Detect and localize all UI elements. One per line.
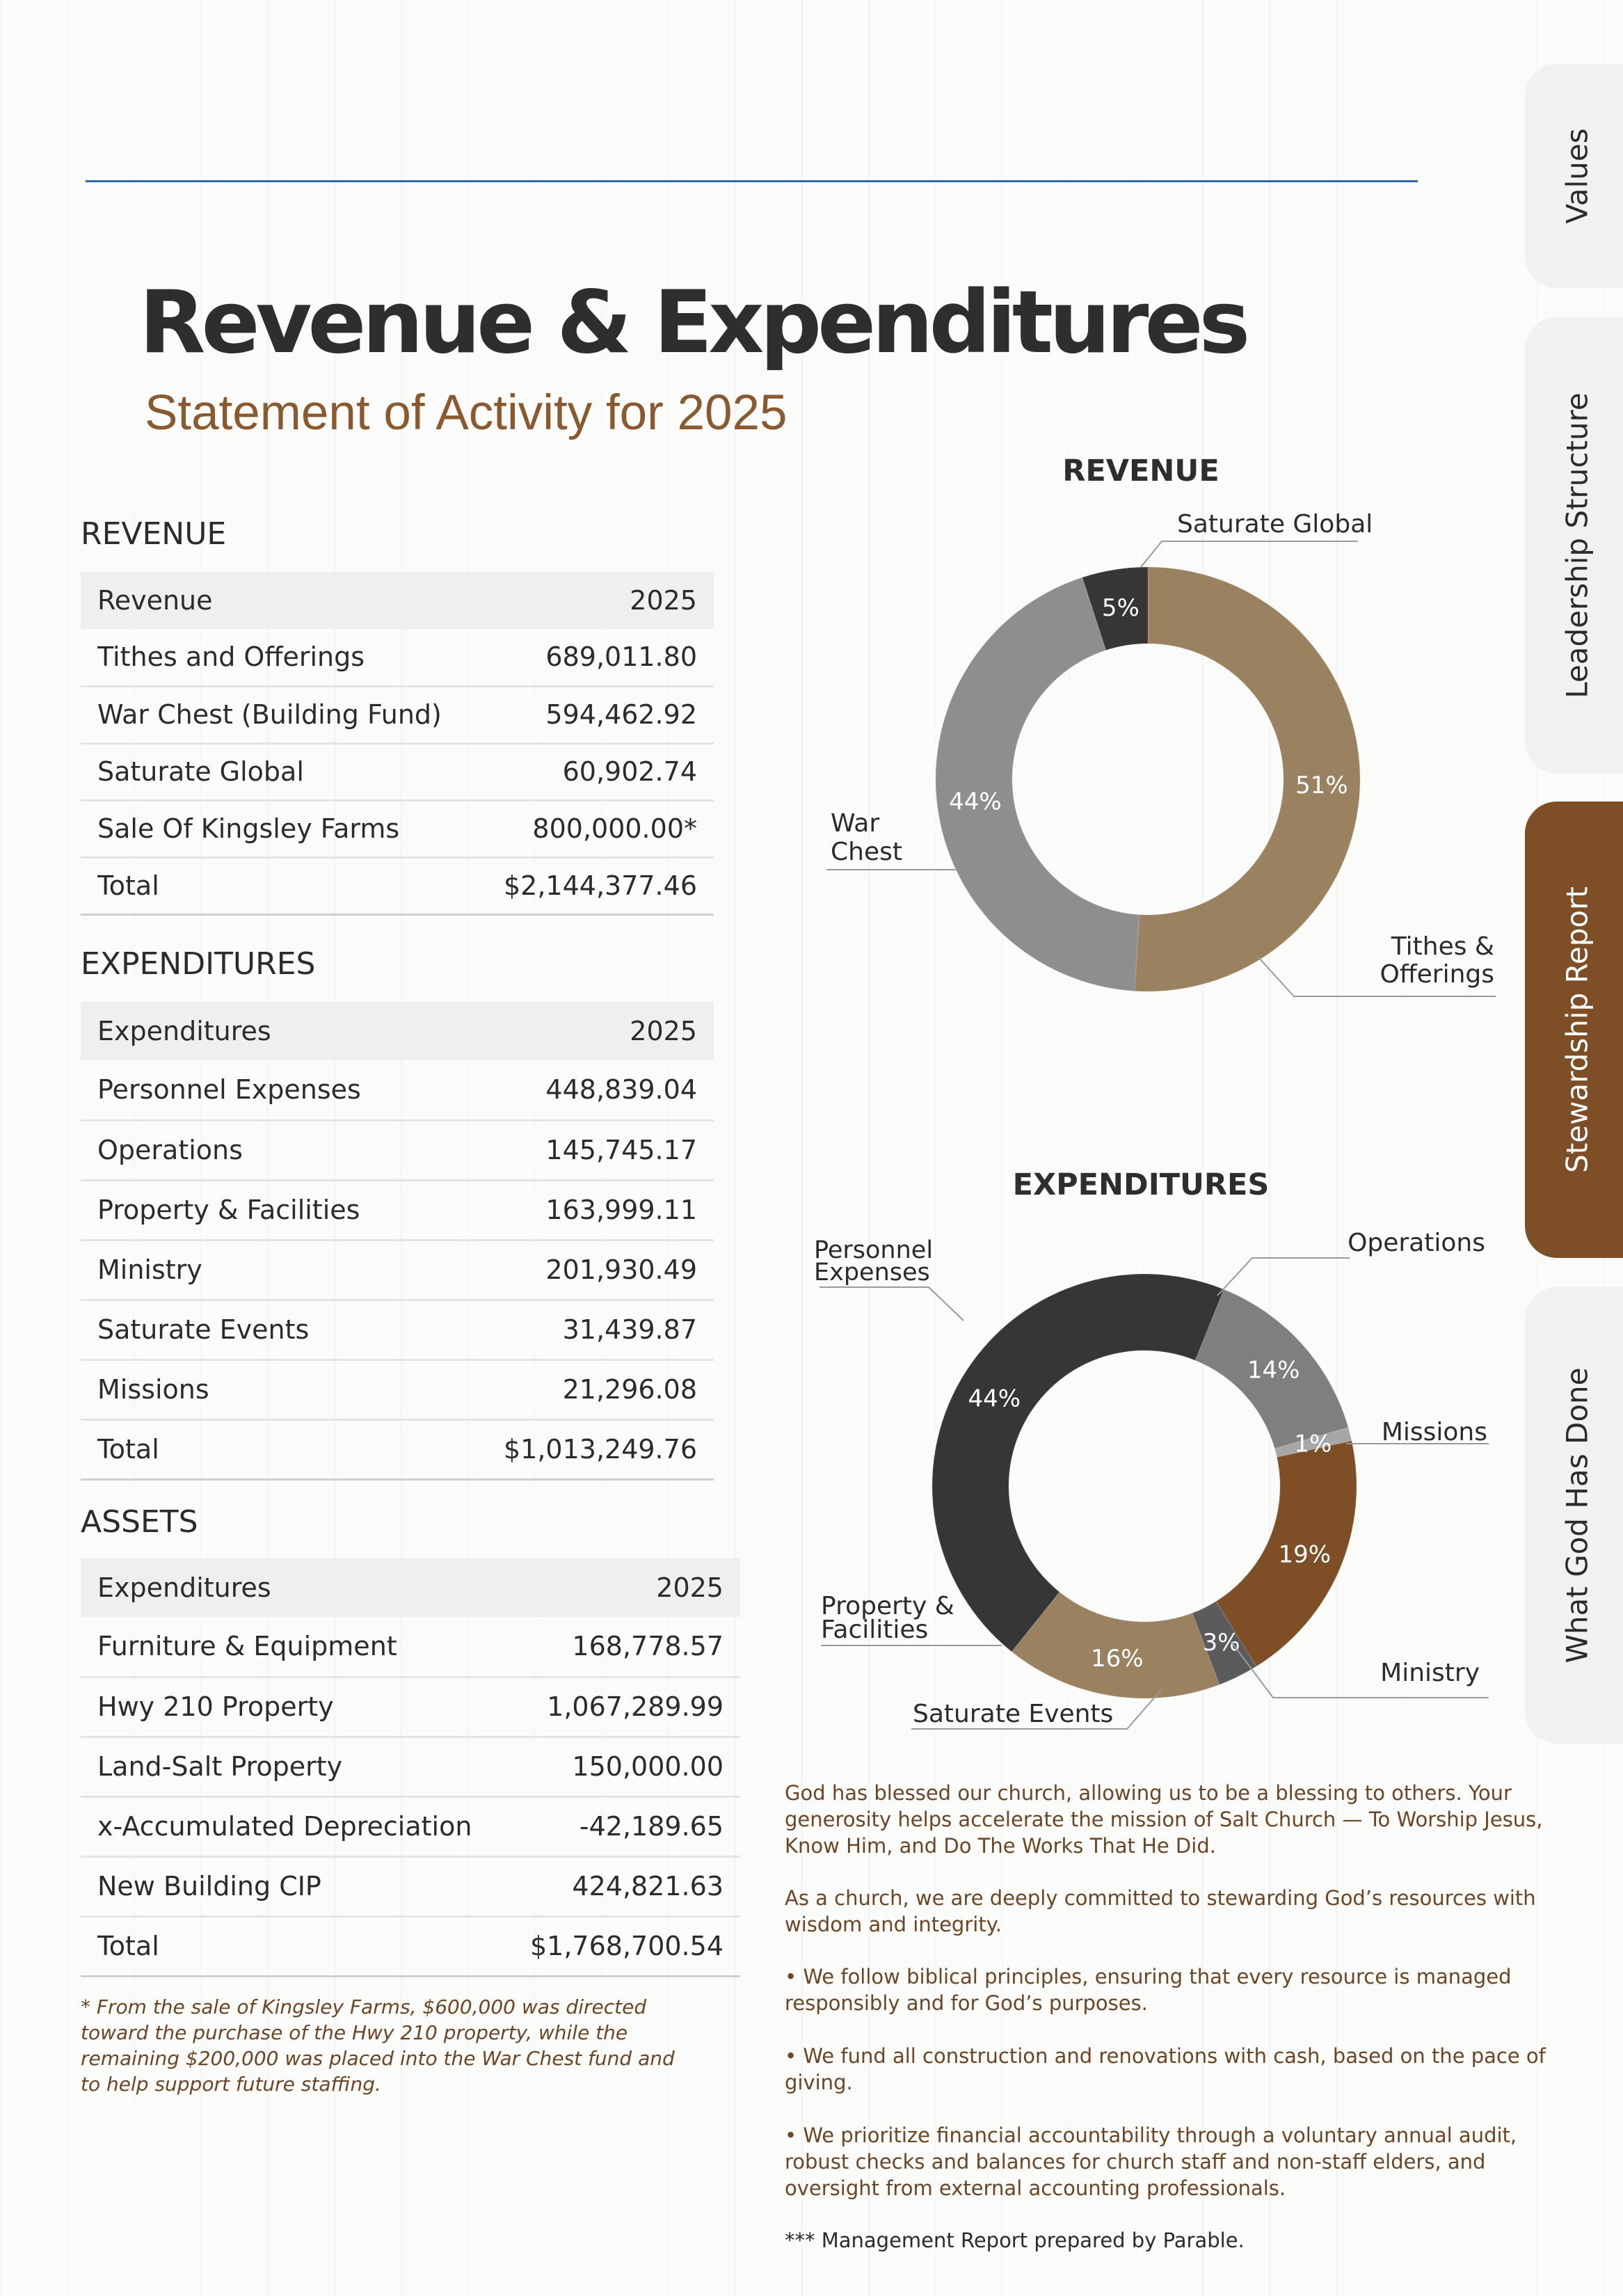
- leader-line-operations-tick: [1217, 1258, 1252, 1296]
- callout-tithes-line1: Tithes &: [1391, 932, 1494, 961]
- table-header-label: Revenue: [81, 572, 477, 629]
- total-value: $1,768,700.54: [504, 1916, 740, 1976]
- management-report-note: *** Management Report prepared by Parable.: [785, 2229, 1245, 2252]
- total-label: Total: [81, 857, 477, 914]
- slice-label-personnel-expenses: 44%: [968, 1385, 1021, 1413]
- row-value: 594,462.92: [477, 686, 714, 743]
- callout-operations: Operations: [1348, 1229, 1485, 1257]
- table-header-year: 2025: [440, 1002, 714, 1060]
- row-label: Tithes and Offerings: [81, 629, 477, 686]
- callout-personnel-line2: Expenses: [814, 1259, 930, 1286]
- table-header-label: Expenditures: [81, 1002, 440, 1060]
- revenue-section-title: REVENUE: [81, 516, 227, 552]
- callout-war-chest-line1: War: [831, 809, 880, 838]
- assets-section-title: ASSETS: [81, 1504, 198, 1540]
- row-value: 21,296.08: [440, 1360, 714, 1419]
- total-value: $1,013,249.76: [440, 1419, 714, 1479]
- expenditures-table: [81, 1002, 714, 1481]
- table-row: [81, 629, 714, 686]
- leader-line-personnel: [820, 1287, 964, 1321]
- row-value: 145,745.17: [440, 1120, 714, 1180]
- total-value: $2,144,377.46: [477, 857, 714, 914]
- bullet-cash: • We fund all construction and renovations with cash, based on the pace of giving.: [785, 2044, 1546, 2094]
- slice-label-property-facilities: 16%: [1091, 1644, 1144, 1673]
- table-row: [81, 1180, 714, 1240]
- row-label: Saturate Global: [81, 743, 477, 800]
- row-value: 163,999.11: [440, 1180, 714, 1240]
- leader-line-saturate-global: [1141, 541, 1358, 567]
- table-row: [81, 1617, 740, 1677]
- callout-missions: Missions: [1381, 1418, 1487, 1446]
- row-label: Personnel Expenses: [81, 1060, 440, 1120]
- revenue-chart-title: REVENUE: [1062, 454, 1220, 488]
- expenditures-section-title: EXPENDITURES: [81, 946, 316, 982]
- callout-ministry: Ministry: [1380, 1659, 1480, 1687]
- table-row: [81, 743, 714, 800]
- row-value: 424,821.63: [504, 1856, 740, 1916]
- callout-saturate-events: Saturate Events: [913, 1700, 1114, 1728]
- assets-table: [81, 1558, 740, 1977]
- table-header-row: [81, 572, 714, 629]
- tab-leadership-label: Leadership Structure: [1560, 392, 1594, 699]
- paragraph-blessing: God has blessed our church, allowing us to be a blessing to others. Your generosity helps accelerate the mission of Salt Church — To Worship Jesus, Know Him, and Do The Works That He Did.: [785, 1781, 1543, 1858]
- page-subtitle: Statement of Activity for 2025: [145, 385, 787, 440]
- row-label: x-Accumulated Depreciation: [81, 1796, 504, 1856]
- revenue-table: [81, 572, 714, 916]
- table-row: [81, 686, 714, 743]
- tab-values-label: Values: [1560, 128, 1594, 224]
- table-header-row: [81, 1558, 740, 1617]
- slice-label-war-chest: 44%: [949, 788, 1002, 816]
- table-total-row: [81, 1419, 714, 1479]
- tab-stewardship-report[interactable]: [1525, 802, 1623, 1258]
- slice-personnel-expenses: [932, 1274, 1224, 1652]
- row-value: 689,011.80: [477, 629, 714, 686]
- row-value: 60,902.74: [477, 743, 714, 800]
- total-label: Total: [81, 1419, 440, 1479]
- callout-personnel-line1: Personnel: [814, 1236, 934, 1264]
- slice-label-saturate-global: 5%: [1101, 594, 1140, 623]
- row-label: Missions: [81, 1360, 440, 1419]
- bullet-accountability: • We prioritize financial accountability through a voluntary annual audit, robust checks and balances for church staff and non-staff elders, and oversight from external accounting professionals.: [785, 2123, 1517, 2200]
- slice-label-operations: 14%: [1247, 1356, 1300, 1385]
- slice-label-missions: 1%: [1294, 1430, 1332, 1458]
- row-label: Hwy 210 Property: [81, 1677, 504, 1737]
- row-value: 150,000.00: [504, 1737, 740, 1796]
- row-value: 168,778.57: [504, 1617, 740, 1677]
- row-value: 201,930.49: [440, 1240, 714, 1300]
- tab-values[interactable]: [1525, 64, 1623, 288]
- row-label: Operations: [81, 1120, 440, 1180]
- table-row: [81, 800, 714, 857]
- row-label: Furniture & Equipment: [81, 1617, 504, 1677]
- callout-war-chest-line2: Chest: [831, 838, 902, 866]
- slice-label-tithes-offerings: 51%: [1295, 771, 1348, 799]
- row-label: Land-Salt Property: [81, 1737, 504, 1796]
- table-header-label: Expenditures: [81, 1558, 504, 1617]
- expenditures-chart-title: EXPENDITURES: [1012, 1167, 1270, 1202]
- row-value: 448,839.04: [440, 1060, 714, 1120]
- row-label: Saturate Events: [81, 1300, 440, 1360]
- total-label: Total: [81, 1916, 504, 1976]
- tab-stewardship-label: Stewardship Report: [1560, 886, 1594, 1173]
- tab-what-god-label: What God Has Done: [1560, 1367, 1594, 1664]
- table-row: [81, 1856, 740, 1916]
- row-label: New Building CIP: [81, 1856, 504, 1916]
- table-row: [81, 1120, 714, 1180]
- table-total-row: [81, 1916, 740, 1976]
- expenditures-donut-chart: [793, 1211, 1530, 1753]
- bullet-biblical: • We follow biblical principles, ensuring that every resource is managed responsibly and for God’s purposes.: [785, 1965, 1512, 2015]
- callout-property-line2: Facilities: [821, 1616, 929, 1644]
- table-row: [81, 1060, 714, 1120]
- table-row: [81, 1796, 740, 1856]
- row-label: Ministry: [81, 1240, 440, 1300]
- row-value: -42,189.65: [504, 1796, 740, 1856]
- callout-property-line1: Property &: [821, 1592, 954, 1620]
- row-label: War Chest (Building Fund): [81, 686, 477, 743]
- paragraph-commitment: As a church, we are deeply committed to stewarding God’s resources with wisdom and integrity.: [785, 1886, 1536, 1936]
- slice-label-saturate-events: 3%: [1202, 1629, 1240, 1657]
- callout-tithes-line2: Offerings: [1380, 960, 1494, 989]
- page-title: Revenue & Expenditures: [139, 273, 1247, 373]
- slice-label-ministry: 19%: [1278, 1540, 1332, 1569]
- footnote: * From the sale of Kingsley Farms, $600,000 was directed toward the purchase of the Hwy 210 property, while the remaining $200,000 was placed into the War Chest fund and to help support future staffing.: [81, 1995, 675, 2096]
- row-value: 31,439.87: [440, 1300, 714, 1360]
- row-label: Property & Facilities: [81, 1180, 440, 1240]
- table-row: [81, 1240, 714, 1300]
- tab-leadership-structure[interactable]: [1525, 317, 1623, 774]
- table-row: [81, 1677, 740, 1737]
- table-row: [81, 1300, 714, 1360]
- revenue-donut-chart: [793, 501, 1530, 1016]
- table-row: [81, 1737, 740, 1796]
- row-label: Sale Of Kingsley Farms: [81, 800, 477, 857]
- table-total-row: [81, 857, 714, 914]
- table-header-row: [81, 1002, 714, 1060]
- table-header-year: 2025: [504, 1558, 740, 1617]
- header-rule: [86, 180, 1418, 182]
- callout-saturate-global: Saturate Global: [1177, 510, 1373, 539]
- table-row: [81, 1360, 714, 1419]
- row-value: 800,000.00*: [477, 800, 714, 857]
- tab-what-god-has-done[interactable]: [1525, 1287, 1623, 1744]
- table-header-year: 2025: [477, 572, 714, 629]
- row-value: 1,067,289.99: [504, 1677, 740, 1737]
